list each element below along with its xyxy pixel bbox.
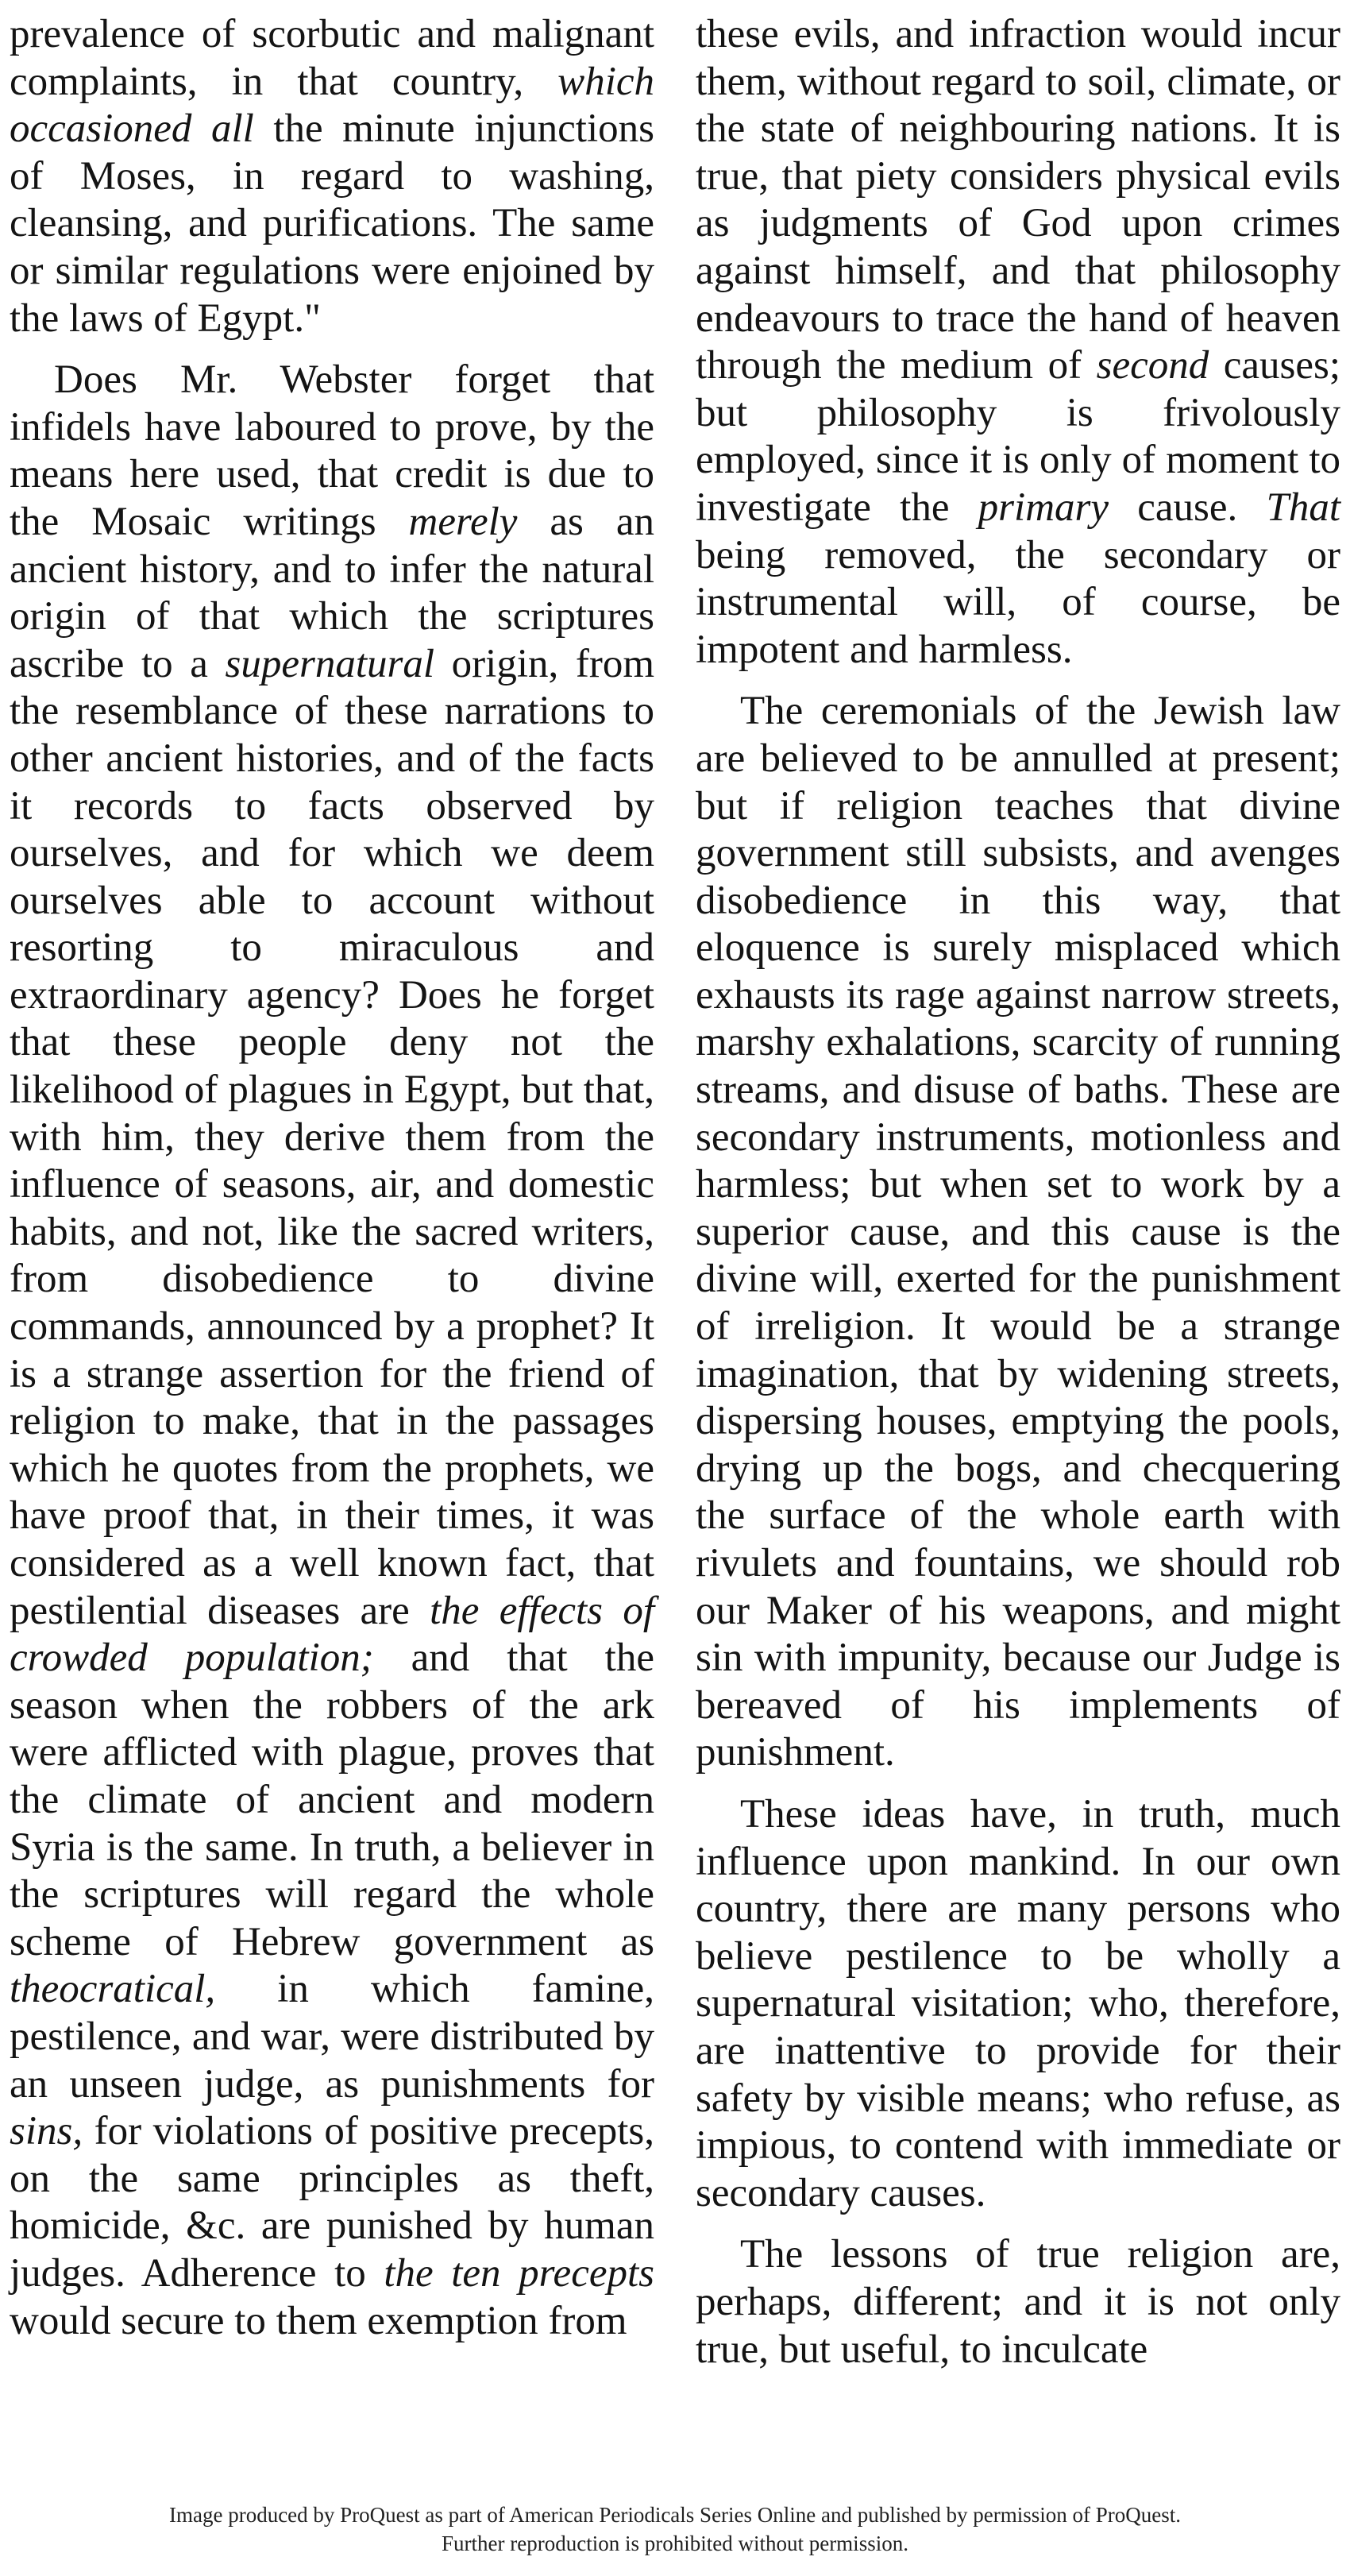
text-run: origin, from the resemblance of these narrations to other ancient histories, and of the facts it records to facts observed by ourselves, and for which we deem ourselves able to account without resorting to miraculous and extraordinary agency? Does he forget that these people deny not the likelihood of plagues in Egypt, but that, with him, they derive them from the influence of seasons, air, and domestic habits, and not, like the sacred writers, from disobedience to divine commands, announced by a prophet? It is a strange assertion for the friend of religion to make, that in the passages which he quotes from the prophets, we have proof that, in their times, it was considered as a well known fact, that pestilential diseases are: [10, 641, 654, 1633]
text-run: and that the season when the robbers of the ark were afflicted with plague, proves that the climate of ancient and modern Syria is the same. In truth, a believer in the scriptures will regard the whole scheme of Hebrew government as: [10, 1636, 654, 1964]
right-paragraph-2: The ceremonials of the Jewish law are believed to be annulled at present; but if religion teaches that divine government still subsists, and avenges disobedience in this way, that eloquence is surely misplaced which exhausts its rage against narrow streets, marshy exhalations, scarcity of running streams, and disuse of baths. These are secondary instruments, motionless and harmless; but when set to work by a superior cause, and this cause is the divine will, exerted for the punishment of irreligion. It would be a strange imagination, that by widening streets, dispersing houses, emptying the pools, drying up the bogs, and checquering the surface of the whole earth with rivulets and fountains, we should rob our Maker of his weapons, and might sin with impunity, because our Judge is bereaved of his implements of punishment.: [696, 689, 1340, 1775]
italic-run: supernatural: [225, 641, 435, 686]
text-run: for violations of positive precepts, on the same principles as theft, homicide, &c. are punished by human judges. Adherence to: [10, 2109, 654, 2296]
italic-run: sins,: [10, 2109, 83, 2154]
italic-run: the effects of crowded population;: [10, 1588, 654, 1681]
right-paragraph-1: [696, 11, 1340, 674]
text-run: Does Mr. Webster forget that infidels have laboured to prove, by the means here used, that credit is due to the Mosaic writings: [10, 357, 654, 544]
left-paragraph-1: [10, 11, 654, 342]
italic-run: theocratical,: [10, 1967, 216, 2012]
italic-run: second: [1096, 343, 1209, 388]
text-run: in which famine, pestilence, and war, were distributed by an unseen judge, as punishments for: [10, 1967, 654, 2107]
italic-run: primary: [978, 485, 1109, 530]
text-run: these evils, and infraction would incur them, without regard to soil, climate, or the state of neighbouring nations. It is true, that piety considers physical evils as judgments of God upon crimes against himself, and that philosophy endeavours to trace the hand of heaven through the medium of: [696, 12, 1340, 388]
footer-line-1: Image produced by ProQuest as part of American Periodicals Series Online and published by permission of ProQuest.: [169, 2503, 1181, 2527]
italic-run: the ten precepts: [384, 2250, 654, 2296]
footer-line-2: Further reproduction is prohibited without permission.: [442, 2532, 908, 2555]
text-run: cause.: [1109, 485, 1267, 530]
text-run: prevalence of scorbutic and malignant complaints, in that country,: [10, 12, 654, 104]
left-paragraph-2: [10, 357, 654, 2345]
text-run: as an ancient history, and to infer the natural origin of that which the scriptures ascribe to a: [10, 499, 654, 686]
italic-run: merely: [408, 499, 518, 544]
copyright-footer: [0, 2501, 1350, 2558]
left-column: [10, 11, 654, 2345]
right-column: [696, 11, 1340, 2373]
text-run: the minute injunctions of Moses, in regard to washing, cleansing, and purifications. The same or similar regulations were enjoined by the laws of Egypt.": [10, 106, 654, 341]
right-paragraph-4: The lessons of true religion are, perhaps, different; and it is not only true, but useful, to inculcate: [696, 2232, 1340, 2372]
italic-run: which occasioned all: [10, 59, 654, 152]
right-paragraph-3: These ideas have, in truth, much influence upon mankind. In our own country, there are many persons who believe pestilence to be wholly a supernatural visitation; who, therefore, are inattentive to provide for their safety by visible means; who refuse, as impious, to contend with immediate or secondary causes.: [696, 1791, 1340, 2215]
text-run: would secure to them exemption from: [10, 2298, 627, 2343]
text-run: causes; but philosophy is frivolously employed, since it is only of moment to investigate the: [696, 343, 1340, 530]
italic-run: That: [1266, 485, 1340, 530]
text-run: being removed, the secondary or instrumental will, of course, be impotent and harmless.: [696, 532, 1340, 672]
